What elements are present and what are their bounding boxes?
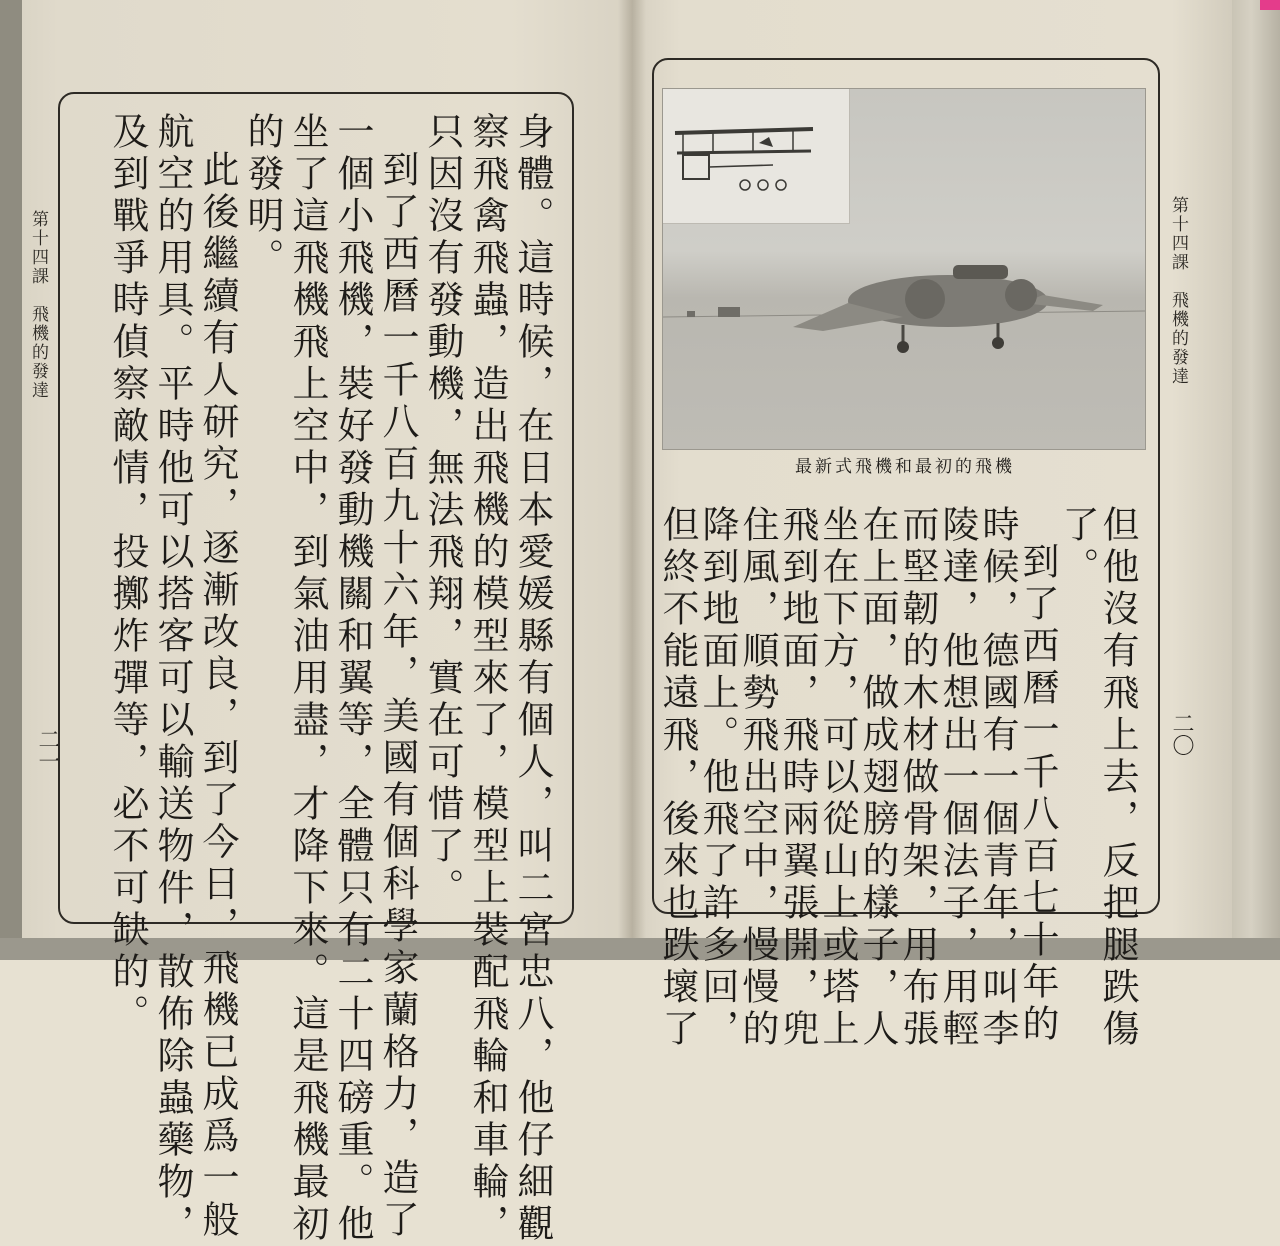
left-text-column: 察飛禽飛蟲，造出飛機的模型來了，模型上裝配飛輪和車輪， <box>466 112 509 1246</box>
right-text-column: 在上面，做成翅膀的樣子，人 <box>856 505 899 1051</box>
modern-airliner-illustration <box>663 89 1145 449</box>
book-page-edges-right <box>1232 0 1280 960</box>
book-gutter <box>618 0 646 938</box>
left-text-column: 一個小飛機，裝好發動機關和翼等，全體只有二十四磅重。他 <box>331 112 374 1246</box>
left-running-head: 第十四課 飛機的發達 <box>28 210 48 400</box>
right-text-column: 時候，德國有一個青年，叫李 <box>976 505 1019 1051</box>
right-text-column: 到了西曆一千八百七十年的 <box>1016 542 1059 1046</box>
right-page-number: 二〇 <box>1169 712 1194 756</box>
right-running-head: 第十四課 飛機的發達 <box>1168 196 1188 386</box>
right-text-column: 住風，順勢飛出空中，慢慢的 <box>736 505 779 1051</box>
bookmark-tab <box>1260 0 1280 10</box>
right-text-column: 陵達，他想出一個法子，用輕 <box>936 505 979 1051</box>
right-text-column: 但終不能遠飛，後來也跌壞了 <box>656 505 699 1051</box>
left-text-column: 只因沒有發動機，無法飛翔，實在可惜了。 <box>421 112 464 910</box>
right-text-column: 而堅韌的木材做骨架，用布張 <box>896 505 939 1051</box>
left-text-column: 坐了這飛機飛上空中，到氣油用盡，才降下來。這是飛機最初 <box>286 112 329 1246</box>
left-text-column: 身體。這時候，在日本愛媛縣有個人，叫二宮忠八，他仔細觀 <box>511 112 554 1246</box>
right-text-column: 降到地面上。他飛了許多回， <box>696 505 739 1051</box>
left-text-column: 及到戰爭時偵察敵情，投擲炸彈等，必不可缺的。 <box>106 112 149 1036</box>
right-text-column: 但他沒有飛上去，反把腿跌傷 <box>1096 505 1139 1051</box>
left-text-column: 的發明。 <box>241 112 284 280</box>
left-text-column: 航空的用具。平時他可以搭客可以輸送物件，散佈除蟲藥物， <box>151 112 194 1246</box>
right-text-column: 了。 <box>1056 505 1099 589</box>
left-page-number: 二一 <box>35 728 60 772</box>
left-text-column: 到了西曆一千八百九十六年，美國有個科學家蘭格力，造了 <box>376 150 419 1242</box>
aircraft-photo <box>662 88 1146 450</box>
left-text-column: 此後繼續有人研究，逐漸改良，到了今日，飛機已成爲一般 <box>196 150 239 1242</box>
book-cover-left-edge <box>0 0 22 960</box>
photo-caption: 機飛的初最和機飛式新最 <box>795 457 1015 477</box>
right-text-column: 坐在下方，可以從山上或塔上 <box>816 505 859 1051</box>
right-text-column: 飛到地面，飛時兩翼張開，兜 <box>776 505 819 1051</box>
